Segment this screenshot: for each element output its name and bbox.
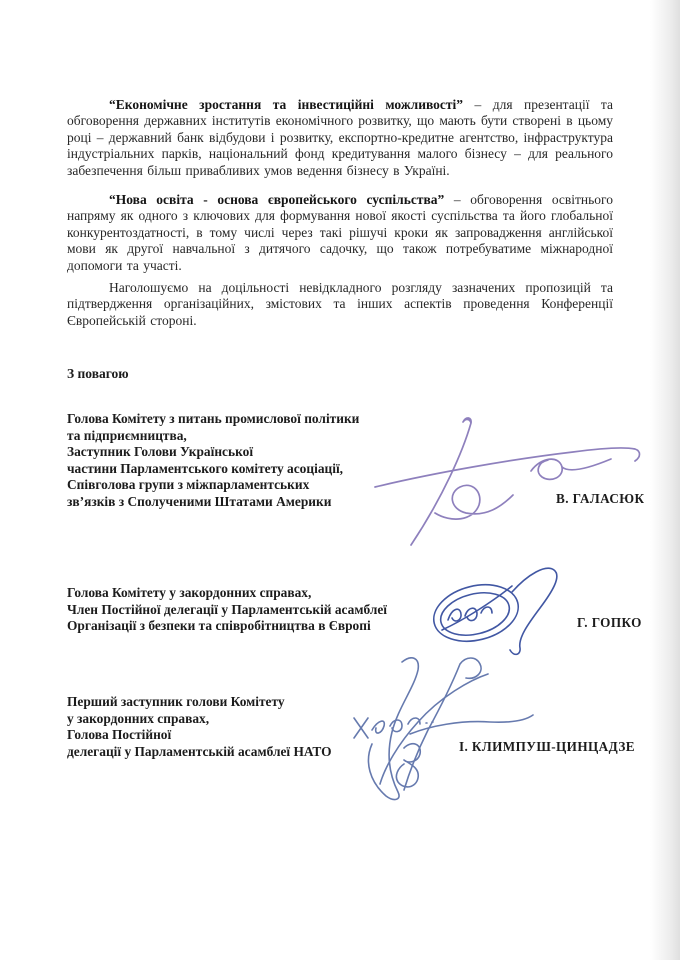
signatory-title-line: делегації у Парламентській асамблеї НАТО (67, 743, 332, 759)
signature-strokes (375, 418, 640, 545)
signatory-title-line: зв’язків з Сполученими Штатами Америки (67, 493, 332, 509)
signatory-title-line: Голова Комітету з питань промислової політики (67, 411, 360, 426)
paragraph-conclusion (67, 280, 613, 330)
signatory-2-name: Г. ГОПКО (577, 615, 642, 630)
signatory-title-line: у закордонних справах, (67, 710, 210, 726)
signatory-title-line: Організації з безпеки та співробітництва в Європі (67, 618, 371, 634)
paragraph-body: – обговорення освітнього напряму як одного з ключових для формування нової якості суспільства та його глобальної конкурентоздатності, в тому числі через такі рішучі кроки як запровадження англійської мови як другої навчальної з дитячого садочку, що також потребуватиме міжнародної допомоги та участі. (67, 191, 614, 273)
signatory-2-title-block (67, 585, 387, 635)
signature-strokes (428, 568, 557, 654)
signatory-1-title-block (67, 411, 359, 511)
paragraph-new-education (67, 192, 613, 275)
paragraph-body: – для презентації та обговорення державних інститутів економічного розвитку, що мають бути створені в цьому році – державний банк відбудови і розвитку, експортно-кредитне агентство, інфраструктура індустріальних парків, національний фонд кредитування малого бізнесу – для реального забезпечення більш привабливих умов ведення бізнесу в Україні. (67, 96, 613, 178)
signatory-3-name: І. КЛИМПУШ-ЦИНЦАДЗЕ (459, 739, 635, 754)
signatory-title-line: Перший заступник голови Комітету (67, 694, 285, 709)
signature-hopko-ink (420, 558, 570, 663)
signatory-title-line: частини Парламентського комітету асоціації, (67, 460, 344, 476)
signature-strokes (354, 658, 533, 800)
signatory-title-line: Голова Комітету у закордонних справах, (67, 585, 312, 600)
signatory-title-line: Заступник Голови Української (67, 444, 254, 460)
signature-galasiuk-ink (373, 415, 645, 550)
signatory-1-name: В. ГАЛАСЮК (556, 491, 645, 506)
signatory-title-line: Голова Постійної (67, 727, 172, 743)
paragraph-body: Наголошуємо на доцільності невідкладного розгляду зазначених пропозицій та підтвердження організаційних, змістових та інших аспектів проведення Конференції Європейській стороні. (67, 279, 613, 328)
paragraph-economic-growth (67, 97, 613, 180)
signatory-3-title-block (67, 694, 332, 760)
signatory-title-line: Член Постійної делегації у Парламентській асамблеї (67, 601, 388, 617)
paragraph-lead-bold: “Нова освіта - основа європейського суспільства” (109, 191, 445, 207)
paragraph-lead-bold: “Економічне зростання та інвестиційні можливості” (109, 96, 464, 112)
closing-salutation: З повагою (67, 366, 129, 381)
signatory-title-line: Співголова групи з міжпарламентських (67, 477, 310, 493)
scan-page-edge-shadow (650, 0, 680, 960)
signature-klympush-ink (340, 652, 540, 802)
signatory-title-line: та підприємництва, (67, 427, 187, 443)
